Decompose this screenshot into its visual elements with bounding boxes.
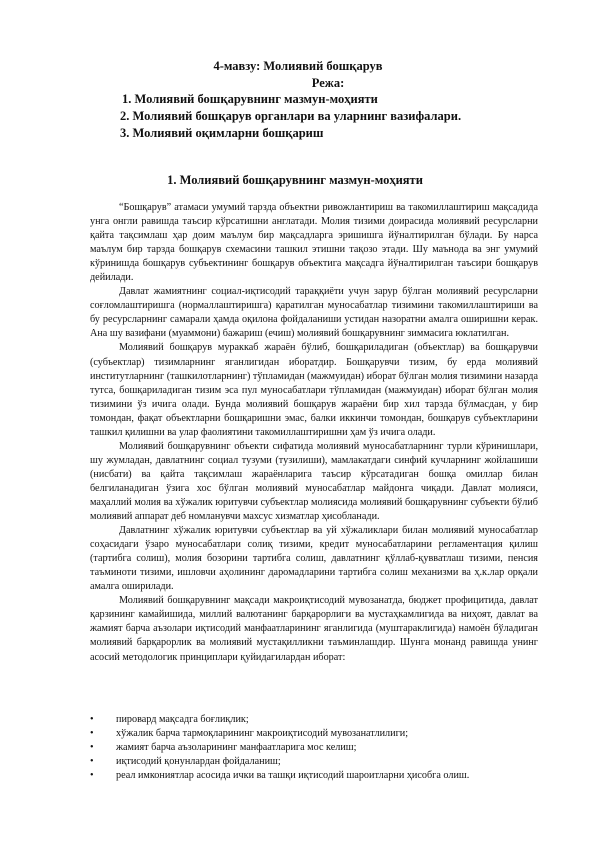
list-item [90, 741, 550, 755]
bullet-icon: • [90, 742, 94, 754]
plan-item: 1. Молиявий бошқарувнинг мазмун-моҳияти [122, 92, 378, 106]
plan-item: 2. Молиявий бошқарув органлари ва уларнинг вазифалари. [120, 109, 462, 123]
bullet-icon: • [90, 756, 94, 768]
list-item-text: пировард мақсадга боғлиқлик; [116, 714, 249, 725]
list-item [90, 713, 550, 727]
bullet-icon: • [90, 728, 94, 740]
list-item [90, 755, 550, 769]
plan-item: 3. Молиявий оқимларни бошқариш [120, 126, 324, 140]
list-item [90, 727, 550, 741]
paragraph: Молиявий бошқарув мураккаб жараён бўлиб, бошқариладиган (объектлар) ва бошқарувчи (субъектлар) тизимларнинг яганлигидан иборатдир. Бошқарувчи тизим, бу ерда молиявий институтларнинг (ташкилотларнинг) тўпламидан (мажмуидан) иборат бўлган молия тизимини назарда тутса, бошқариладиган тизим эса пул муносабатлари тўпламидан (мажмуидан) иборат бўлган молия тизимини ўз ичига олади. Бунда молиявий бошқарув жараёни бир хил тарзда бўлмасдан, у бир томондан, фақат объектларни бошқаришни эмас, балки иккинчи томондан, бошқарув субъектларини ташкил қилишни ва улар фаолиятини такомиллаштиришни ҳам ўз ичига олади. [90, 342, 538, 438]
section-heading: 1. Молиявий бошқарувнинг мазмун-моҳияти [167, 173, 423, 187]
plan-label: Режа: [311, 76, 345, 90]
list-item [90, 769, 550, 783]
bullet-list [90, 713, 550, 783]
body-text [90, 201, 538, 665]
paragraph: Давлатнинг хўжалик юритувчи субъектлар ва уй хўжаликлари билан молиявий муносабатлар соҳасидаги ўзаро муносабатлари солиқ тизими, кредит муносабатларини регламентация қилиш (тартибга солиш), молия бозорини тартибга солиш, давлатнинг қўллаб-қувватлаш тизими, пенсия таъминоти тизими, ишловчи аҳолининг даромадларини тартибга солиш механизми ва ҳ.к.лар орқали амалга оширилади. [90, 525, 538, 593]
list-item-text: реал имкониятлар асосида ички ва ташқи иқтисодий шароитларни ҳисобга олиш. [116, 770, 470, 782]
list-item-text: хўжалик барча тармоқларининг макроиқтисодий мувозанатлилиги; [116, 728, 409, 740]
list-item-text: жамият барча аъзоларининг манфаатларига мос келиш; [116, 742, 357, 754]
bullet-icon: • [90, 770, 94, 782]
paragraph: Молиявий бошқарувнинг мақсади макроиқтисодий мувозанатда, бюджет профицитида, давлат қарзининг камайишида, миллий валютанинг барқарорлиги ва мустаҳкамлигида ва ниҳоят, давлат ва жамият барча аъзолари иқтисодий манфаатларининг яганлигида (муштараклигида) намоён бўладиган молиявий барқарорлик ва молиявий мустақилликни таъминлашдир. Шунга монанд равишда унинг асосий методологик принциплари қуйидагилардан иборат: [90, 595, 538, 663]
list-item-text: иқтисодий қонунлардан фойдаланиш; [116, 756, 281, 768]
topic-title: 4-мавзу: Молиявий бошқарув [213, 59, 383, 73]
paragraph: Молиявий бошқарувнинг объекти сифатида молиявий муносабатларнинг турли кўринишлари, шу жумладан, давлатнинг социал тузуми (тузилиши), мамлакатдаги синфий кучларнинг жойлашиши (нисбати) ва қайта тақсимлаш жараёнларига таъсир кўрсатадиган бошқа омиллар билан белгиланадиган ўзига хос бўлган молиявий муносабатлар майдонга чиқади. Давлат молияси, маҳаллий молия ва хўжалик юритувчи субъектлар молиясида молиявий бошқарувнинг субъекти бўлиб молиявий аппарат деб номланувчи махсус хизматлар ҳисобланади. [90, 440, 538, 523]
bullet-icon: • [90, 714, 94, 725]
paragraph: Давлат жамиятнинг социал-иқтисодий тараққиёти учун зарур бўлган молиявий ресурсларни соғломлаштиришга (нормаллаштиришга) қаратилган муносабатлар тизимини такомиллаштириши ва бу ресурсларнинг самарали ҳамда оқилона фойдаланиши устидан назоратни амалга оширишни керак. Ана шу вазифани (муаммони) бажариш (ечиш) молиявий бошқарувнинг зиммасига юклатилган. [90, 286, 538, 340]
paragraph: “Бошқарув” атамаси умумий тарзда объектни ривожлантириш ва такомиллаштириш мақсадида унга онгли равишда таъсир кўрсатишни англатади. Молия тизими доирасида молиявий ресурсларни қайта тақсимлаш ҳар доим маълум бир мақсадларга эришишга йўналтирилган бўлади. Бу нарса маълум бир тарзда бошқарув схемасини ташкил этишни тақозо этади. Шу маънода ва энг умумий кўринишда бошқарув субъектининг бошқарув объектига мақсадга йўналтирилган таъсири бошқарув дейилади. [90, 202, 538, 284]
